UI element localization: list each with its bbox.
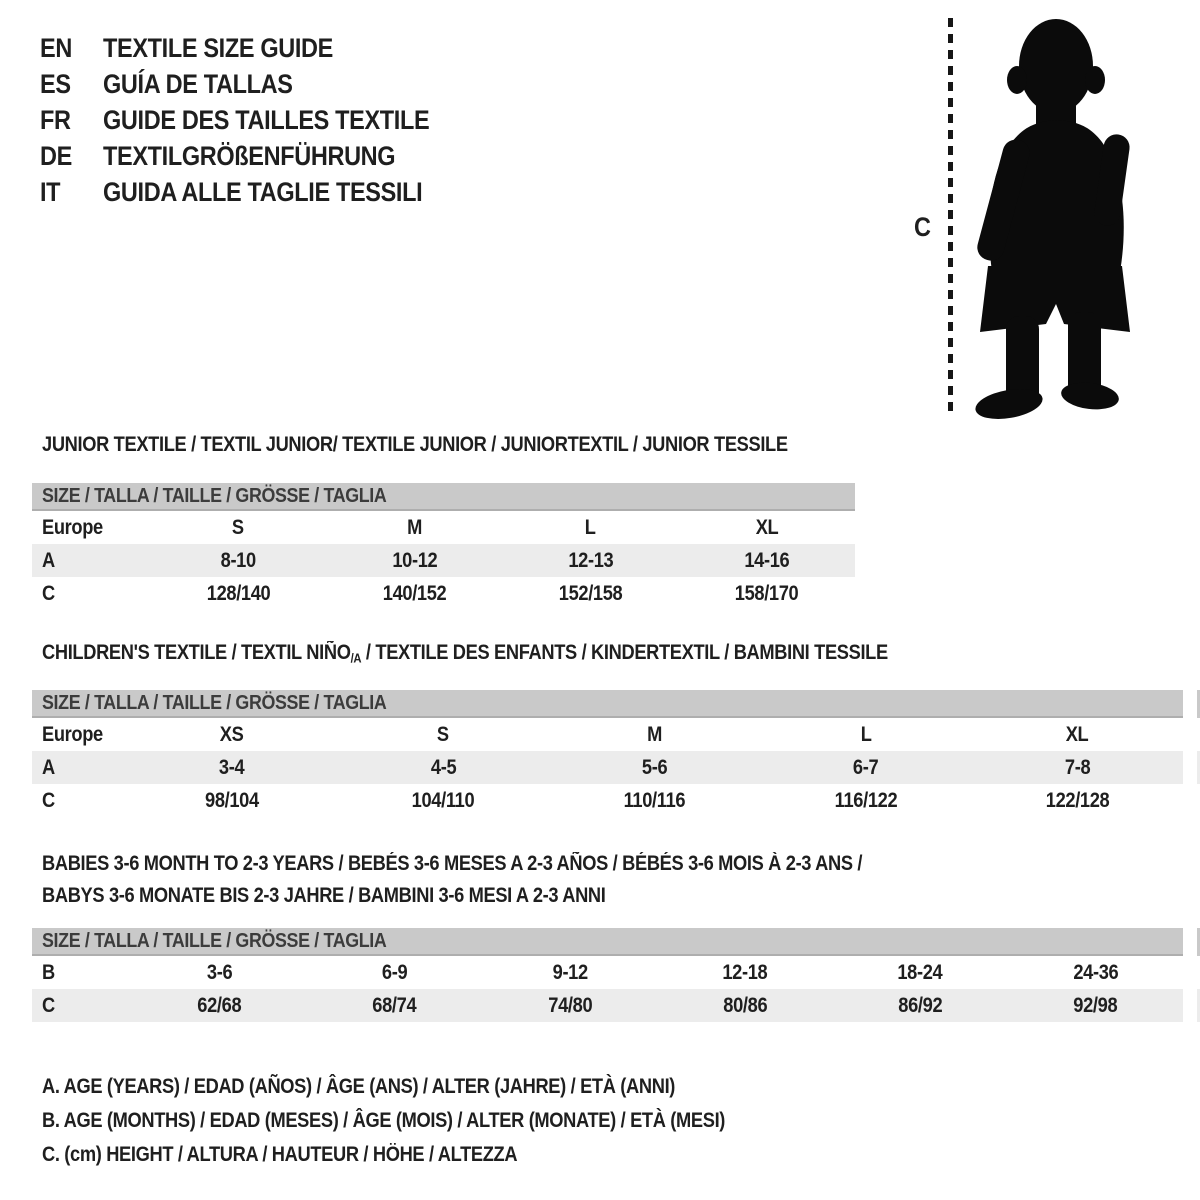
value-cell <box>1008 994 1183 1018</box>
language-code <box>40 33 103 64</box>
legend-line-b <box>42 1104 827 1138</box>
cell-text: C <box>42 788 55 812</box>
toddler-silhouette-shapes <box>973 19 1131 420</box>
value-cell <box>482 961 657 985</box>
cell-text: A <box>42 755 55 779</box>
value-cell <box>679 549 855 573</box>
value-cell <box>972 789 1183 813</box>
cell-text: 6-7 <box>853 755 879 779</box>
title-subscript: /A <box>350 650 362 666</box>
value-cell <box>132 961 307 985</box>
height-measure-dashed-line <box>948 18 953 416</box>
children-height-row <box>32 784 1183 817</box>
cell-text: 152/158 <box>558 581 623 605</box>
cell-text: 62/68 <box>197 993 242 1017</box>
junior-age-row <box>32 544 855 577</box>
value-cell <box>126 756 337 780</box>
cell-text: A <box>42 548 55 572</box>
cell-text: 92/98 <box>1073 993 1118 1017</box>
children-table-title-text <box>42 641 888 666</box>
row-label-cell <box>32 994 132 1018</box>
legend-line-c <box>42 1138 827 1172</box>
legend-text-c: C. (cm) HEIGHT / ALTURA / HAUTEUR / HÖHE / ALTEZZA <box>42 1143 518 1166</box>
size-header-text: SIZE / TALLA / TAILLE / GRÖSSE / TAGLIA <box>42 691 387 714</box>
guide-title-it: GUIDA ALLE TAGLIE TESSILI <box>103 176 423 207</box>
cell-text: 80/86 <box>723 993 768 1017</box>
children-size-table <box>32 690 1183 817</box>
shorts-shape <box>980 266 1130 332</box>
value-cell <box>658 961 833 985</box>
guide-title-de: TEXTILGRÖßENFÜHRUNG <box>103 140 396 171</box>
cell-text: 7-8 <box>1064 755 1090 779</box>
babies-size-table <box>32 928 1183 1022</box>
cell-text: 98/104 <box>204 788 259 812</box>
babies-table-title <box>42 848 985 912</box>
babies-title-line-1 <box>42 848 985 880</box>
col-header-cell <box>760 723 971 747</box>
col-header-cell <box>326 516 502 540</box>
babies-height-row <box>32 989 1183 1022</box>
value-cell <box>549 789 760 813</box>
value-cell <box>150 582 326 606</box>
value-cell <box>972 756 1183 780</box>
cell-text: 140/152 <box>382 581 447 605</box>
left-ear-shape <box>1007 66 1027 94</box>
region-label-cell <box>32 516 150 540</box>
language-row-de <box>40 138 478 174</box>
language-row-it <box>40 174 478 210</box>
junior-columns-row <box>32 511 855 544</box>
row-label-cell <box>32 549 150 573</box>
size-header-bar <box>32 928 1183 956</box>
cell-text: 12-13 <box>568 548 614 572</box>
language-code-text: EN <box>40 32 72 63</box>
language-row-es <box>40 66 478 102</box>
cell-text: L <box>585 515 597 539</box>
cell-text: 116/122 <box>834 788 898 812</box>
junior-table-title-text: JUNIOR TEXTILE / TEXTIL JUNIOR/ TEXTILE JUNIOR / JUNIORTEXTIL / JUNIOR TESSILE <box>42 433 788 456</box>
cell-text: B <box>42 960 55 984</box>
size-header-bar <box>32 483 855 511</box>
junior-table-title <box>42 433 899 457</box>
cell-text: 18-24 <box>897 960 943 984</box>
value-cell <box>307 961 482 985</box>
cell-text: 4-5 <box>430 755 456 779</box>
guide-title-fr: GUIDE DES TAILLES TEXTILE <box>103 104 430 135</box>
junior-height-row <box>32 577 855 610</box>
language-code <box>40 69 103 100</box>
language-code-text: ES <box>40 68 71 99</box>
size-header-bar <box>32 690 1183 718</box>
value-cell <box>549 756 760 780</box>
cell-text: 24-36 <box>1072 960 1118 984</box>
value-cell <box>503 582 679 606</box>
value-cell <box>503 549 679 573</box>
cell-text: Europe <box>42 515 103 539</box>
cell-text: 68/74 <box>372 993 417 1017</box>
children-columns-row <box>32 718 1183 751</box>
row-label-cell <box>32 961 132 985</box>
col-header-cell <box>337 723 548 747</box>
height-measure-label-text: C <box>914 212 931 242</box>
value-cell <box>833 994 1008 1018</box>
cell-text: 158/170 <box>735 581 799 605</box>
language-code <box>40 177 103 208</box>
value-cell <box>126 789 337 813</box>
cell-text: S <box>437 722 450 746</box>
size-header-text: SIZE / TALLA / TAILLE / GRÖSSE / TAGLIA <box>42 484 387 507</box>
language-code <box>40 105 103 136</box>
row-label-cell <box>32 789 126 813</box>
language-row-en <box>40 30 478 66</box>
language-code-text: FR <box>40 104 71 135</box>
right-ear-shape <box>1085 66 1105 94</box>
value-cell <box>337 756 548 780</box>
language-code <box>40 141 103 172</box>
cell-text: 104/110 <box>411 788 475 812</box>
cell-text: Europe <box>42 722 103 746</box>
cell-text: 86/92 <box>898 993 943 1017</box>
language-code-text: DE <box>40 140 72 171</box>
col-header-cell <box>150 516 326 540</box>
cell-text: M <box>406 515 422 539</box>
value-cell <box>658 994 833 1018</box>
cell-text: S <box>232 515 245 539</box>
cell-text: 3-4 <box>219 755 245 779</box>
guide-title-es: GUÍA DE TALLAS <box>103 68 293 99</box>
junior-size-table <box>32 483 855 610</box>
legend-text-b: B. AGE (MONTHS) / EDAD (MESES) / ÂGE (MOIS) / ALTER (MONATE) / ETÀ (MESI) <box>42 1109 726 1132</box>
cell-text: 110/116 <box>623 788 686 812</box>
value-cell <box>150 549 326 573</box>
cell-text: 3-6 <box>206 960 233 984</box>
language-row-fr <box>40 102 478 138</box>
cell-text: 12-18 <box>722 960 768 984</box>
cell-text: L <box>860 722 872 746</box>
col-header-cell <box>972 723 1183 747</box>
cell-text: 8-10 <box>220 548 256 572</box>
value-cell <box>760 789 971 813</box>
value-cell <box>482 994 657 1018</box>
cell-text: XS <box>219 722 244 746</box>
cell-text: 74/80 <box>547 993 592 1017</box>
col-header-cell <box>126 723 337 747</box>
title-prefix: CHILDREN'S TEXTILE / TEXTIL NIÑO <box>42 641 351 664</box>
col-header-cell <box>503 516 679 540</box>
babies-title-text-1: BABIES 3-6 MONTH TO 2-3 YEARS / BEBÉS 3-6 MESES A 2-3 AÑOS / BÉBÉS 3-6 MOIS À 2-3 ANS / <box>42 852 863 875</box>
height-measure-label <box>914 212 933 243</box>
babies-title-line-2 <box>42 880 985 912</box>
guide-title-en: TEXTILE SIZE GUIDE <box>103 32 333 63</box>
babies-months-row <box>32 956 1183 989</box>
value-cell <box>307 994 482 1018</box>
measure-legend <box>42 1070 827 1172</box>
cell-text: M <box>647 722 662 746</box>
legend-line-a <box>42 1070 827 1104</box>
region-label-cell <box>32 723 126 747</box>
value-cell <box>679 582 855 606</box>
col-header-cell <box>679 516 855 540</box>
toddler-silhouette-image <box>964 16 1134 420</box>
language-title-block <box>40 30 478 210</box>
cell-text: C <box>42 993 55 1017</box>
cell-text: 5-6 <box>641 755 668 779</box>
language-code-text: IT <box>40 176 61 207</box>
cell-text: 9-12 <box>552 960 588 984</box>
value-cell <box>132 994 307 1018</box>
cell-text: C <box>42 581 55 605</box>
row-label-cell <box>32 582 150 606</box>
value-cell <box>326 549 502 573</box>
cell-text: 6-9 <box>382 960 408 984</box>
cell-text: XL <box>1065 722 1089 746</box>
cell-text: 128/140 <box>206 581 270 605</box>
cell-text: 14-16 <box>744 548 790 572</box>
size-header-text: SIZE / TALLA / TAILLE / GRÖSSE / TAGLIA <box>42 929 387 952</box>
cell-text: 10-12 <box>391 548 437 572</box>
value-cell <box>326 582 502 606</box>
row-label-cell <box>32 756 126 780</box>
title-suffix: / TEXTILE DES ENFANTS / KINDERTEXTIL / BAMBINI TESSILE <box>361 641 888 664</box>
children-table-title <box>42 641 1014 666</box>
cell-text: 122/128 <box>1045 788 1110 812</box>
value-cell <box>833 961 1008 985</box>
children-age-row <box>32 751 1183 784</box>
babies-title-text-2: BABYS 3-6 MONATE BIS 2-3 JAHRE / BAMBINI 3-6 MESI A 2-3 ANNI <box>42 884 606 907</box>
col-header-cell <box>549 723 760 747</box>
cell-text: XL <box>755 515 779 539</box>
value-cell <box>1008 961 1183 985</box>
value-cell <box>760 756 971 780</box>
value-cell <box>337 789 548 813</box>
legend-text-a: A. AGE (YEARS) / EDAD (AÑOS) / ÂGE (ANS) / ALTER (JAHRE) / ETÀ (ANNI) <box>42 1075 676 1098</box>
